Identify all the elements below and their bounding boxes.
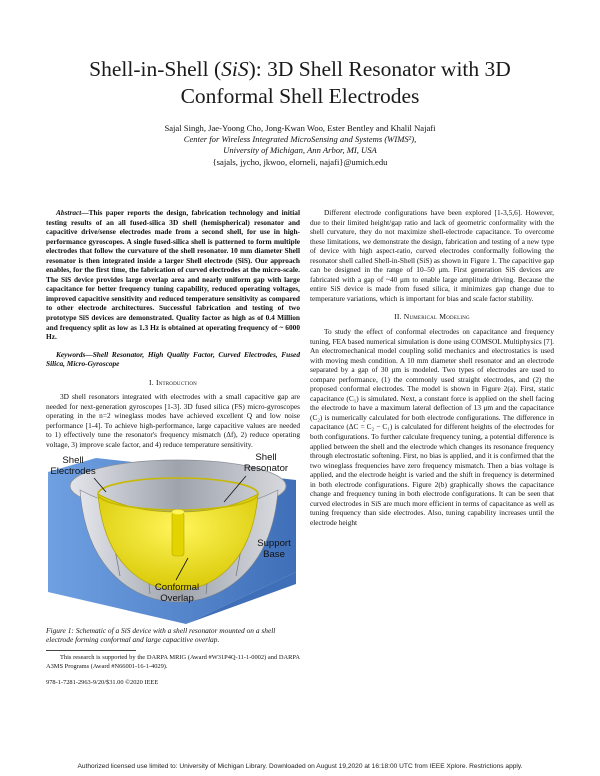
- paper-title: [40, 56, 560, 110]
- author-block: [40, 123, 560, 168]
- label-support-base: Support Base: [257, 537, 291, 560]
- title-acronym: SiS: [221, 57, 249, 81]
- intro-paragraph: 3D shell resonators integrated with electrodes with a small capacitive gap are needed for next-generation gyroscopes [1-3]. 3D fused silica (FS) micro-gyroscopes operating in the n=2 wineglass modes have achieved excellent Q and low noise performance [1-4]. To achieve high-performance, large capacitive values are needed to 1) effectively tune the resonator's frequency mismatch (Δf), 2) reduce operating voltage, 3) improve scale factor, and 4) reduce temperature sensitivity.: [46, 392, 300, 450]
- section-heading-modeling: [310, 312, 554, 322]
- footnote-divider: [46, 650, 136, 651]
- label-shell-resonator: Shell Resonator: [243, 451, 289, 474]
- title-part: ): 3D Shell Resonator with 3D: [248, 57, 511, 81]
- keywords-text: —Shell Resonator, High Quality Factor, Curved Electrodes, Fused Silica, Micro-Gyroscope: [46, 349, 300, 369]
- figure-1: [46, 452, 300, 624]
- keywords-label: Keywords: [56, 349, 86, 359]
- label-shell-electrodes: Shell Electrodes: [50, 454, 96, 477]
- left-column: [46, 208, 300, 687]
- right-column: [310, 208, 554, 528]
- author-names: Sajal Singh, Jae-Yoong Cho, Jong-Kwan Woo, Ester Bentley and Khalil Najafi: [164, 123, 436, 133]
- label-conformal-overlap: Conformal Overlap: [154, 581, 200, 604]
- title-part: Shell-in-Shell (: [89, 57, 222, 81]
- figure-1-caption: Figure 1: Schematic of a SiS device with a shell resonator mounted on a shell electrode forming conformal and large capacitive overlap.: [46, 625, 276, 644]
- author-emails: {sajals, jycho, jkwoo, elorneli, najafi}@umich.edu: [212, 156, 388, 167]
- electrode-config-paragraph: Different electrode configurations have been explored [1-3,5,6]. However, due to their limited height/gap ratio and lack of geometric conformality with the shell curvature, they do not maximize shell-electrode capacitance. To overcome these limitations, we demonstrate the design, fabrication and testing of a new type of device with high aspect-ratio, curved electrodes conformally following the resonator shell called Shell-in-Shell (SiS) as shown in Figure 1. The capacitive gap can be designed in the range of 10–50 μm. First generation SiS devices are fabricated with a gap of ~40 μm to enable large amplitude driving. Because the entire SiS device is made from fused silica, it minimizes gap change due to temperature variations, which is important for bias and scale factor stability.: [310, 208, 554, 303]
- copyright-line: 978-1-7281-2963-9/20/$31.00 ©2020 IEEE: [46, 678, 159, 686]
- abstract: [46, 208, 300, 342]
- abstract-text: —This paper reports the design, fabrication technology and initial testing results of an all fused-silica 3D shell (hemispherical) resonator and capacitive drive/sense electrodes made from a second shell, for use in high-performance gyroscopes. A single fused-silica shell is patterned to form multiple electrodes that follow the curvature of the shell resonator. 10 mm diameter Shell resonator is then integrated inside a larger Shell electrode (SiS). Our approach enables, for the first time, the fabrication of curved electrodes at the micro-scale. The SiS device provides large overlap area and nearly uniform gap with large capacitance for better frequency tuning capability, reduced operating voltages, improved capacitive sensitivity and reduced temperature sensitivity as compared to other electrode architectures. Successful fabrication and testing of two prototype SiS devices are demonstrated. Quality factor as high as of 0.4 Million and frequency split as low as 1.3 Hz is obtained at operating frequency of ~ 6000 Hz.: [46, 208, 300, 342]
- license-footer: Authorized licensed use limited to: University of Michigan Library. Downloaded on August 19,2020 at 16:18:00 UTC from IEEE Xplore. Restrictions apply.: [77, 763, 523, 770]
- modeling-paragraph: To study the effect of conformal electrodes on capacitance and frequency tuning, FEA based numerical simulation is done using COMSOL Multiphysics [7]. An electromechanical model coupling solid mechanics and electrostatics is used with moving mesh condition. A 10 mm diameter shell resonator and an electrode separated by a gap of 30 μm is modeled. Two types of electrodes are used to compare performance, (1) the commonly used straight electrodes, and (2) the proposed conformal electrodes. The model is shown in Figure 2(a). First, static capacitance (C₁) is simulated. Next, a constant force is applied on the shell facing the electrode to have a maximum lateral deflection of 13 μm and the capacitance (C₂) is numerically calculated for both electrode configurations. The difference in capacitance (ΔC = C₂ − C₁) is calculated for different heights of the electrodes for both configurations. To further calculate frequency tuning, a potential difference is applied between the shell and the electrode which changes its resonance frequency through electrostatic softening. First, no bias is applied, and it is confirmed that the two wineglass frequencies have zero frequency mismatch. Then a bias voltage is applied, and the electrode height is varied and the shift in frequency is determined in both electrode configurations. Figure 2(b) graphically shows the capacitance change and frequency tuning in both electrode configurations. It can be seen that curved electrodes in SiS are much more efficient in terms of capacitance as well as tuning frequency than side electrodes. Also, tuning capability increases until the electrode height: [310, 327, 554, 527]
- stem-top: [172, 509, 184, 514]
- abstract-label: Abstract: [56, 208, 82, 217]
- keywords: [46, 350, 300, 369]
- resonator-stem: [172, 512, 184, 556]
- funding-footnote: This research is supported by the DARPA MRIG (Award #W31P4Q-11-1-0002) and DARPA A3MS Programs (Award #N66001-16-1-4029).: [46, 654, 300, 670]
- section-title: Introduction: [155, 377, 197, 387]
- section-title: Numerical Modeling: [403, 312, 470, 322]
- title-line-2: Conformal Shell Electrodes: [180, 84, 420, 108]
- section-number: I.: [149, 377, 154, 387]
- affiliation-2: University of Michigan, Ann Arbor, MI, USA: [223, 145, 377, 156]
- section-number: II.: [394, 312, 402, 322]
- affiliation-1: Center for Wireless Integrated MicroSensing and Systems (WIMS²),: [183, 134, 417, 145]
- section-heading-intro: [46, 378, 300, 388]
